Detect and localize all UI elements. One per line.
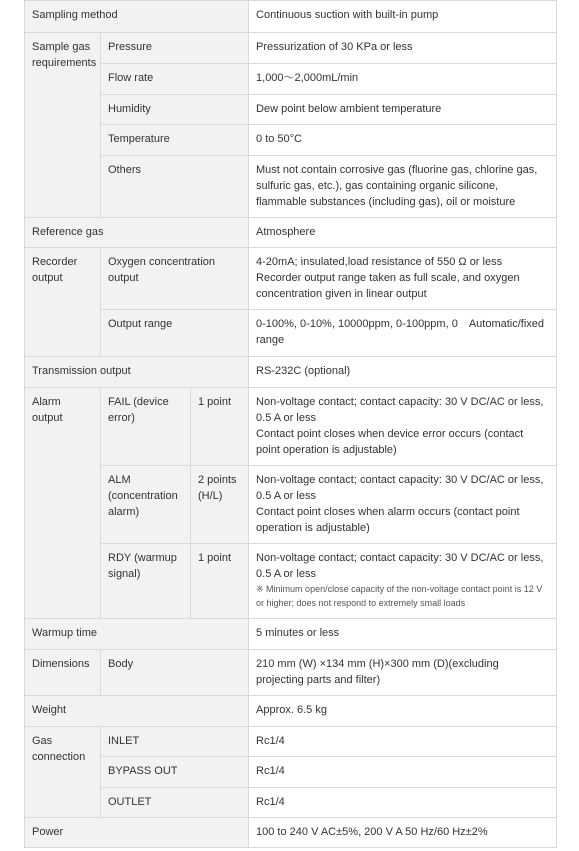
oxygen-concentration-output-label: Oxygen concentration output [101,248,249,310]
warmup-time-value: 5 minutes or less [249,619,557,650]
alm-contact-spec: Non-voltage contact; contact capacity: 30 V DC/AC or less, 0.5 A or less [256,474,544,502]
dimensions-value: 210 mm (W) ×134 mm (H)×300 mm (D)(excluding projecting parts and filter) [249,650,557,696]
row-others [25,156,557,218]
rdy-label: RDY (warmup signal) [101,544,191,619]
gas-connection-label: Gas connection [25,727,101,818]
alm-contact-behavior: Contact point closes when alarm occurs (contact point operation is adjustable) [256,506,520,534]
row-alarm-alm [25,466,557,544]
fail-points: 1 point [191,388,249,466]
row-dimensions [25,650,557,696]
fail-value [249,388,557,466]
others-value: Must not contain corrosive gas (fluorine gas, chlorine gas, sulfuric gas, etc.), gas containing organic silicone, flammable substances (including gas), oil or moisture [249,156,557,218]
pressure-label: Pressure [101,33,249,64]
alarm-output-label: Alarm output [25,388,101,619]
outlet-value: Rc1/4 [249,788,557,818]
row-alarm-fail [25,388,557,466]
row-flow-rate [25,64,557,95]
sample-gas-requirements-label: Sample gas requirements [25,33,101,218]
weight-value: Approx. 6.5 kg [249,696,557,727]
bypass-out-label: BYPASS OUT [101,757,249,788]
row-humidity [25,95,557,125]
row-pressure [25,33,557,64]
humidity-label: Humidity [101,95,249,125]
dimensions-label: Dimensions [25,650,101,696]
fail-contact-behavior: Contact point closes when device error occurs (contact point operation is adjustable) [256,428,524,456]
warmup-time-label: Warmup time [25,619,249,650]
inlet-label: INLET [101,727,249,757]
temperature-label: Temperature [101,125,249,156]
output-range-value: 0-100%, 0-10%, 10000ppm, 0-100ppm, 0 Automatic/fixed range [249,310,557,357]
rdy-footnote: ※ Minimum open/close capacity of the non-voltage contact point is 12 V or higher; does not respond to extremely small loads [256,584,543,608]
row-gas-outlet [25,788,557,818]
bypass-out-value: Rc1/4 [249,757,557,788]
row-gas-inlet [25,727,557,757]
rdy-value [249,544,557,619]
others-label: Others [101,156,249,218]
sampling-method-value: Continuous suction with built-in pump [249,1,557,33]
power-label: Power [25,818,249,848]
recorder-output-label: Recorder output [25,248,101,357]
alm-value [249,466,557,544]
row-sampling-method [25,1,557,33]
row-transmission-output [25,357,557,388]
row-reference-gas [25,218,557,248]
transmission-output-value: RS-232C (optional) [249,357,557,388]
row-warmup-time [25,619,557,650]
flow-rate-value: 1,000～2,000mL/min [249,64,557,95]
flow-rate-label: Flow rate [101,64,249,95]
pressure-value: Pressurization of 30 KPa or less [249,33,557,64]
humidity-value: Dew point below ambient temperature [249,95,557,125]
row-weight [25,696,557,727]
row-temperature [25,125,557,156]
output-range-label: Output range [101,310,249,357]
row-output-range [25,310,557,357]
temperature-value: 0 to 50°C [249,125,557,156]
reference-gas-label: Reference gas [25,218,249,248]
row-power [25,818,557,848]
spec-table [24,0,557,848]
alm-label: ALM (concentration alarm) [101,466,191,544]
row-gas-bypass [25,757,557,788]
fail-label: FAIL (device error) [101,388,191,466]
oxygen-output-range-note: Recorder output range taken as full scale, and oxygen concentration given in linear output [256,272,520,300]
outlet-label: OUTLET [101,788,249,818]
inlet-value: Rc1/4 [249,727,557,757]
oxygen-concentration-output-value [249,248,557,310]
dimensions-body-label: Body [101,650,249,696]
rdy-contact-spec: Non-voltage contact; contact capacity: 30 V DC/AC or less, 0.5 A or less [256,552,544,580]
row-oxygen-concentration-output [25,248,557,310]
row-alarm-rdy [25,544,557,619]
weight-label: Weight [25,696,249,727]
sampling-method-label: Sampling method [25,1,249,33]
power-value: 100 to 240 V AC±5%, 200 V A 50 Hz/60 Hz±2% [249,818,557,848]
rdy-points: 1 point [191,544,249,619]
transmission-output-label: Transmission output [25,357,249,388]
oxygen-output-spec: 4-20mA; insulated,load resistance of 550 Ω or less [256,256,503,268]
fail-contact-spec: Non-voltage contact; contact capacity: 30 V DC/AC or less, 0.5 A or less [256,396,544,424]
reference-gas-value: Atmosphere [249,218,557,248]
alm-points: 2 points (H/L) [191,466,249,544]
